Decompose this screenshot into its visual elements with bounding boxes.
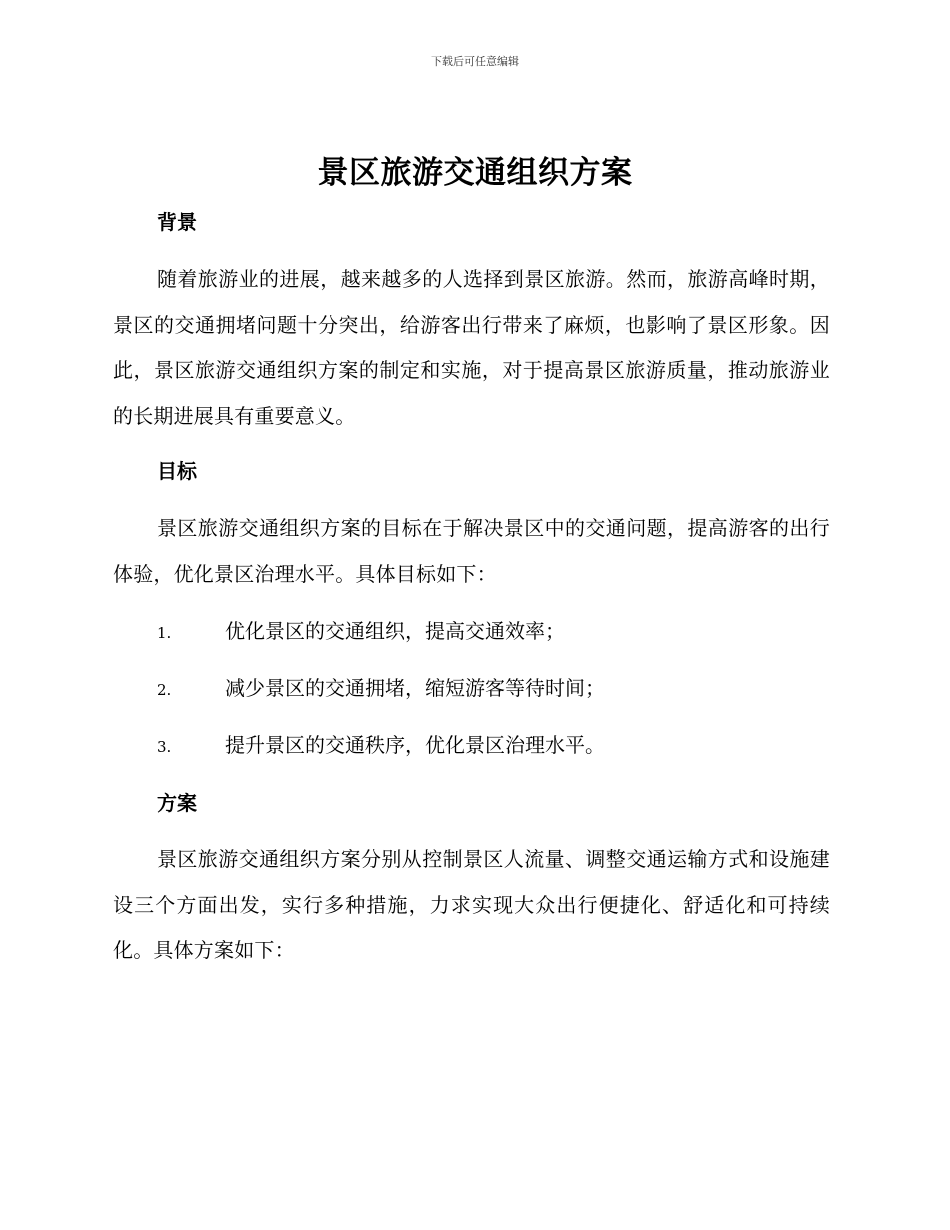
paragraph-goals: 景区旅游交通组织方案的目标在于解决景区中的交通问题，提高游客的出行体验，优化景区治理水平。具体目标如下： bbox=[113, 516, 830, 586]
paragraph-plan: 景区旅游交通组织方案分别从控制景区人流量、调整交通运输方式和设施建设三个方面出发，实行多种措施，力求实现大众出行便捷化、舒适化和可持续化。具体方案如下： bbox=[113, 847, 830, 962]
document-title: 景区旅游交通组织方案 bbox=[317, 155, 633, 191]
list-item-number: 3. bbox=[157, 738, 172, 756]
list-item-text: 减少景区的交通拥堵，缩短游客等待时间； bbox=[225, 676, 605, 700]
section-heading-goals: 目标 bbox=[157, 459, 197, 483]
section-heading-background: 背景 bbox=[157, 210, 197, 234]
list-item-number: 2. bbox=[157, 681, 172, 699]
list-item-text: 优化景区的交通组织，提高交通效率； bbox=[225, 619, 565, 643]
list-item bbox=[157, 674, 830, 704]
list-item-number: 1. bbox=[157, 624, 172, 642]
list-item-text: 提升景区的交通秩序，优化景区治理水平。 bbox=[225, 733, 605, 757]
list-item bbox=[157, 617, 830, 647]
list-item bbox=[157, 731, 830, 761]
page-header-note: 下载后可任意编辑 bbox=[431, 55, 519, 68]
paragraph-background: 随着旅游业的进展，越来越多的人选择到景区旅游。然而，旅游高峰时期，景区的交通拥堵问题十分突出，给游客出行带来了麻烦，也影响了景区形象。因此，景区旅游交通组织方案的制定和实施，对于提高景区旅游质量，推动旅游业的长期进展具有重要意义。 bbox=[113, 267, 830, 428]
section-heading-plan: 方案 bbox=[157, 791, 197, 815]
